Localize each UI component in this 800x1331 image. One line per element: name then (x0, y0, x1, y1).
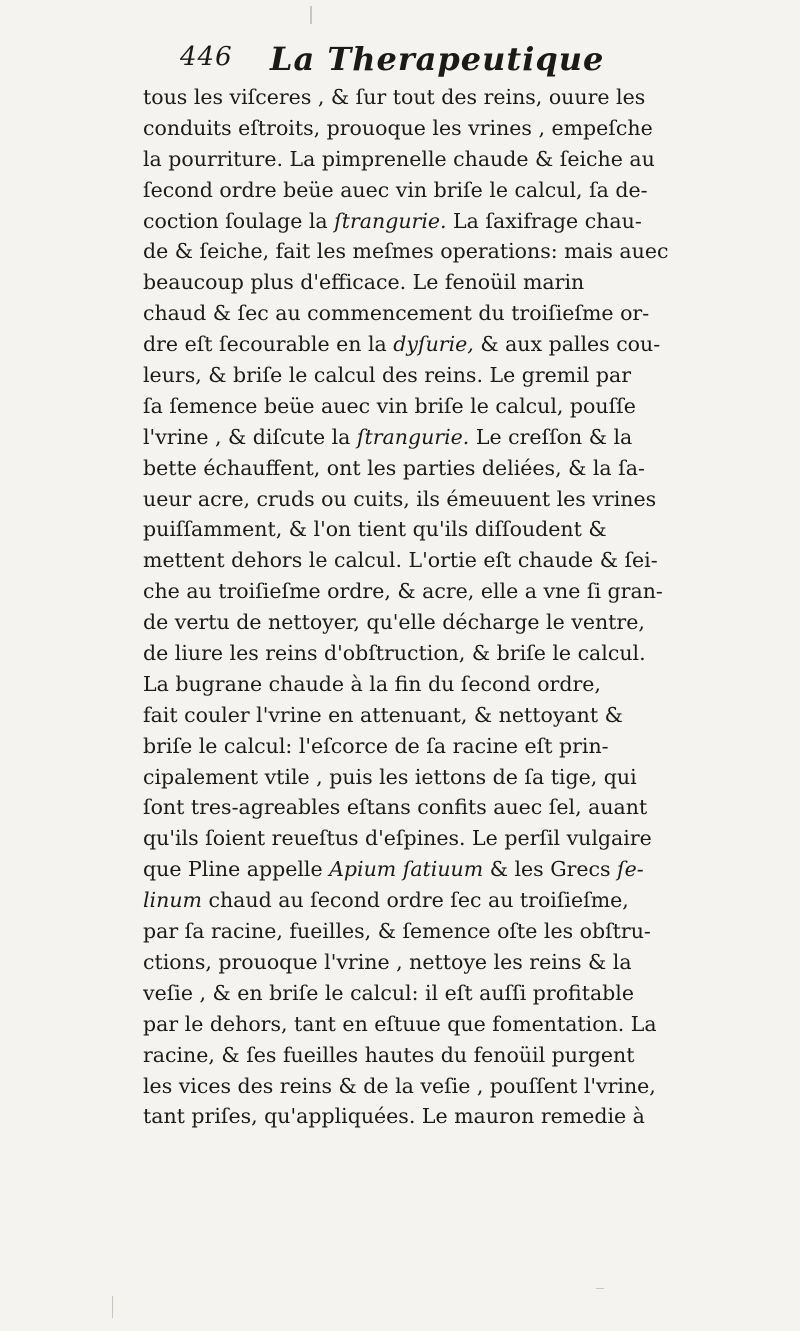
text-line (143, 298, 767, 329)
text-run: que Pline appelle (143, 857, 330, 882)
text-run: chaud & ſec au commencement du troiſieſme or- (143, 301, 650, 326)
text-line (143, 978, 767, 1009)
text-line (143, 885, 767, 916)
text-line (143, 1071, 767, 1102)
text-line (143, 82, 767, 113)
text-run: cipalement vtile , puis les iettons de ſa tige, qui (143, 764, 637, 789)
text-run: ſont tres-agreables eſtans confits auec ſel, auant (143, 795, 648, 820)
text-run: racine, & ſes fueilles hautes du fenoüil purgent (143, 1042, 635, 1067)
paper-speck (596, 1288, 604, 1289)
text-run: chaud au ſecond ordre ſec au troiſieſme, (201, 888, 629, 913)
text-line (143, 422, 767, 453)
text-line (143, 360, 767, 391)
text-line (143, 916, 767, 947)
text-run: tant priſes, qu'appliquées. Le mauron remedie à (143, 1104, 645, 1129)
text-run: par le dehors, tant en eſtuue que fomentation. La (143, 1011, 657, 1036)
text-line (143, 484, 767, 515)
text-run: leurs, & briſe le calcul des reins. Le gremil par (143, 363, 632, 388)
text-run: ctions, prouoque l'vrine , nettoye les reins & la (143, 949, 632, 974)
text-line (143, 669, 767, 700)
text-line (143, 545, 767, 576)
text-line (143, 823, 767, 854)
text-line (143, 144, 767, 175)
text-line (143, 1101, 767, 1132)
text-run: l'vrine , & diſcute la (143, 424, 357, 449)
text-line (143, 236, 767, 267)
page-number: 446 (180, 42, 233, 72)
text-run: de vertu de nettoyer, qu'elle décharge le ventre, (143, 610, 645, 635)
text-line (143, 792, 767, 823)
text-run: puiſſamment, & l'on tient qu'ils diſſoudent & (143, 517, 607, 542)
text-run: Le creſſon & la (469, 424, 633, 449)
text-line (143, 206, 767, 237)
page-header (180, 40, 740, 80)
text-line (143, 731, 767, 762)
text-line (143, 1040, 767, 1071)
text-line (143, 113, 767, 144)
text-run: veſie , & en briſe le calcul: il eſt auſſi profitable (143, 980, 634, 1005)
text-line (143, 607, 767, 638)
text-line (143, 1009, 767, 1040)
text-line (143, 638, 767, 669)
italic-run: ſtrangurie. (334, 208, 447, 233)
text-run: dre eſt ſecourable en la (143, 332, 394, 357)
text-line (143, 854, 767, 885)
text-line (143, 391, 767, 422)
italic-run: Apium ſatiuum (329, 857, 484, 882)
body-text (143, 82, 767, 1132)
italic-run: ſtrangurie. (356, 424, 470, 449)
paper-speck (310, 6, 312, 24)
text-line (143, 700, 767, 731)
italic-run: ſe- (617, 857, 644, 882)
text-run: che au troiſieſme ordre, & acre, elle a vne ſi gran- (143, 579, 663, 604)
paper-speck (112, 1296, 113, 1318)
text-run: & aux palles cou- (473, 332, 661, 357)
text-run: par ſa racine, fueilles, & ſemence oſte les obſtru- (143, 919, 651, 944)
running-title: La Therapeutique (270, 40, 605, 78)
text-run: coction ſoulage la (143, 208, 335, 233)
text-run: beaucoup plus d'efficace. Le fenoüil marin (143, 270, 585, 295)
text-run: conduits eſtroits, prouoque les vrines , empeſche (143, 115, 653, 140)
text-line (143, 762, 767, 793)
text-line (143, 514, 767, 545)
text-run: bette échauffent, ont les parties deliées, & la ſa- (143, 455, 645, 480)
text-run: tous les viſceres , & ſur tout des reins, ouure les (143, 85, 646, 109)
text-run: briſe le calcul: l'eſcorce de ſa racine eſt prin- (143, 733, 609, 758)
italic-run: dyſurie, (393, 332, 474, 357)
text-line (143, 576, 767, 607)
text-run: & les Grecs (483, 857, 618, 882)
text-run: de liure les reins d'obſtruction, & briſe le calcul. (143, 641, 646, 666)
text-line (143, 175, 767, 206)
text-run: les vices des reins & de la veſie , pouſſent l'vrine, (143, 1073, 656, 1098)
text-line (143, 329, 767, 360)
italic-run: linum (143, 888, 202, 913)
text-line (143, 947, 767, 978)
text-run: ueur acre, cruds ou cuits, ils émeuuent les vrines (143, 486, 657, 511)
text-run: qu'ils ſoient reueſtus d'eſpines. Le perſil vulgaire (143, 826, 652, 851)
text-line (143, 267, 767, 298)
text-run: ſecond ordre beüe auec vin briſe le calcul, ſa de- (143, 177, 648, 202)
text-run: ſa ſemence beüe auec vin briſe le calcul, pouſſe (143, 393, 636, 418)
text-run: La ſaxifrage chau- (446, 208, 642, 233)
text-run: de & ſeiche, fait les meſmes operations: mais auec (143, 239, 669, 264)
text-run: mettent dehors le calcul. L'ortie eſt chaude & ſei- (143, 548, 658, 573)
text-run: la pourriture. La pimprenelle chaude & ſeiche au (143, 146, 655, 171)
text-run: La bugrane chaude à la fin du ſecond ordre, (143, 671, 601, 696)
text-line (143, 453, 767, 484)
text-run: fait couler l'vrine en attenuant, & nettoyant & (143, 702, 623, 727)
